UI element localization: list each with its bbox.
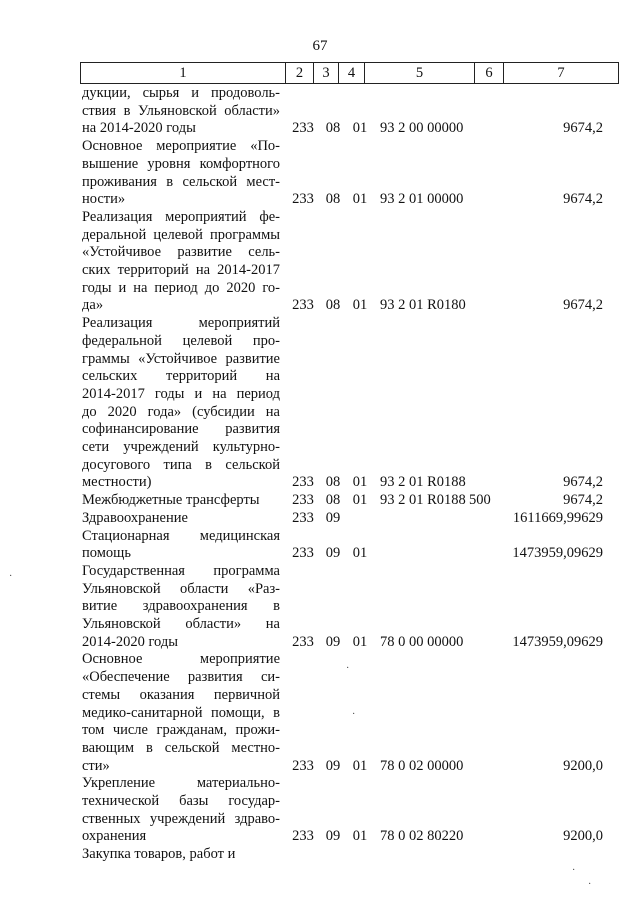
row-name-line: технической базы государ-: [82, 793, 280, 809]
section-code: 08: [325, 492, 341, 509]
amount: 9200,0: [563, 757, 603, 774]
row-name-line: стемы оказания первичной: [82, 686, 280, 703]
row-name-line: Ульяновской области» на: [82, 616, 280, 632]
row-name: [82, 651, 280, 775]
row-name-line: Укрепление материально-: [82, 775, 280, 792]
subsection-code: 01: [352, 757, 368, 774]
ved-code: 233: [292, 828, 314, 845]
row-name-line: вышение уровня комфортного: [82, 155, 280, 172]
section-code: 09: [325, 633, 341, 650]
target-article-code: 78 0 02 80220: [380, 828, 464, 845]
scan-speck: ·: [572, 865, 576, 876]
row-name: [82, 528, 280, 563]
amount: 9674,2: [563, 492, 603, 509]
row-name: [82, 510, 280, 528]
row-name-line: ствия в Ульяновской области»: [82, 102, 280, 119]
row-name: [82, 563, 280, 652]
ved-code: 233: [292, 474, 314, 491]
subsection-code: 01: [352, 545, 368, 562]
row-name-line: медико-санитарной помощи, в: [82, 704, 280, 721]
row-name: [82, 846, 280, 864]
subsection-code: 01: [352, 120, 368, 137]
row-name-line: сети учреждений культурно-: [82, 439, 280, 456]
row-name-line: Стационарная медицинская: [82, 527, 280, 544]
row-name-line: том числе гражданам, прожи-: [82, 722, 280, 739]
ved-code: 233: [292, 492, 314, 509]
row-name-line: Реализация мероприятий: [82, 315, 280, 332]
subsection-code: 01: [352, 828, 368, 845]
target-article-code: 93 2 01 R0188: [380, 474, 466, 491]
target-article-code: 93 2 01 00000: [380, 191, 464, 208]
amount: 1611669,99629: [512, 509, 603, 526]
row-name-line: досугового типа в сельской: [82, 456, 280, 473]
row-name-line: помощь: [82, 545, 131, 562]
row-name-line: Основное мероприятие: [82, 651, 280, 668]
row-name-line: «Обеспечение развития си-: [82, 669, 280, 686]
row-name-line: ности»: [82, 191, 126, 208]
amount: 9674,2: [563, 120, 603, 137]
row-name-line: местности): [82, 474, 152, 491]
row-name-line: да»: [82, 297, 104, 314]
column-header-5: 5: [365, 63, 475, 83]
amount: 9674,2: [563, 297, 603, 314]
row-name-line: граммы «Устойчивое развитие: [82, 350, 280, 367]
section-code: 08: [325, 191, 341, 208]
column-header-1: 1: [81, 63, 286, 83]
amount: 1473959,09629: [512, 633, 603, 650]
ved-code: 233: [292, 191, 314, 208]
section-code: 09: [325, 828, 341, 845]
row-name-line: сельских территорий на: [82, 368, 280, 385]
row-name: [82, 209, 280, 315]
row-name: [82, 85, 280, 138]
ved-code: 233: [292, 509, 314, 526]
row-name: [82, 315, 280, 492]
row-name-line: софинансирование развития: [82, 421, 280, 438]
row-name-line: Основное мероприятие «По-: [82, 138, 280, 155]
subsection-code: 01: [352, 297, 368, 314]
row-name-line: дукции, сырья и продоволь-: [82, 85, 280, 101]
section-code: 08: [325, 297, 341, 314]
section-code: 08: [325, 120, 341, 137]
target-article-code: 93 2 00 00000: [380, 120, 464, 137]
target-article-code: 78 0 00 00000: [380, 633, 464, 650]
column-header-7: 7: [504, 63, 619, 83]
row-name-line: Закупка товаров, работ и: [82, 846, 236, 863]
row-name-line: 2014-2017 годы и на период: [82, 385, 280, 402]
column-header-3: 3: [314, 63, 339, 83]
subsection-code: 01: [352, 633, 368, 650]
row-name: [82, 138, 280, 209]
amount: 9200,0: [563, 828, 603, 845]
row-name-line: федеральной целевой про-: [82, 332, 280, 349]
ved-code: 233: [292, 120, 314, 137]
section-code: 09: [325, 757, 341, 774]
amount: 9674,2: [563, 474, 603, 491]
row-name: [82, 492, 280, 510]
row-name-line: витие здравоохранения в: [82, 598, 280, 615]
expense-type-code: 500: [469, 492, 491, 509]
target-article-code: 93 2 01 R0180: [380, 297, 466, 314]
row-name-line: годы и на период до 2020 го-: [82, 279, 280, 296]
row-name-line: ских территорий на 2014-2017: [82, 262, 280, 278]
row-name-line: вающим в сельской местно-: [82, 739, 280, 756]
column-header-2: 2: [286, 63, 314, 83]
section-code: 09: [325, 509, 341, 526]
section-code: 09: [325, 545, 341, 562]
row-name-line: проживания в сельской мест-: [82, 173, 280, 190]
column-header-4: 4: [339, 63, 365, 83]
column-header-6: 6: [475, 63, 504, 83]
row-name-line: 2014-2020 годы: [82, 633, 178, 650]
row-name-line: охранения: [82, 828, 147, 845]
ved-code: 233: [292, 633, 314, 650]
row-name-line: до 2020 года» (субсидии на: [82, 403, 280, 420]
target-article-code: 78 0 02 00000: [380, 757, 464, 774]
row-name-line: сти»: [82, 757, 110, 774]
scan-speck: ·: [352, 709, 356, 720]
row-name-line: «Устойчивое развитие сель-: [82, 244, 280, 261]
row-name-line: Здравоохранение: [82, 509, 188, 526]
target-article-code: 93 2 01 R0188: [380, 492, 466, 509]
row-name-line: Ульяновской области «Раз-: [82, 580, 280, 597]
scan-speck: ·: [588, 879, 592, 890]
ved-code: 233: [292, 297, 314, 314]
row-name-line: Государственная программа: [82, 562, 280, 579]
row-name-line: Реализация мероприятий фе-: [82, 208, 280, 225]
table-header: [80, 62, 619, 84]
row-name-line: деральной целевой программы: [82, 226, 280, 243]
subsection-code: 01: [352, 474, 368, 491]
subsection-code: 01: [352, 191, 368, 208]
scan-speck: ·: [346, 663, 350, 674]
ved-code: 233: [292, 757, 314, 774]
amount: 1473959,09629: [512, 545, 603, 562]
page-number: 67: [312, 38, 328, 54]
scan-speck: ·: [9, 571, 13, 582]
row-name-line: ственных учреждений здраво-: [82, 810, 280, 827]
row-name: [82, 775, 280, 846]
row-name-line: Межбюджетные трансферты: [82, 492, 260, 509]
section-code: 08: [325, 474, 341, 491]
ved-code: 233: [292, 545, 314, 562]
row-name-line: на 2014-2020 годы: [82, 120, 196, 137]
amount: 9674,2: [563, 191, 603, 208]
subsection-code: 01: [352, 492, 368, 509]
